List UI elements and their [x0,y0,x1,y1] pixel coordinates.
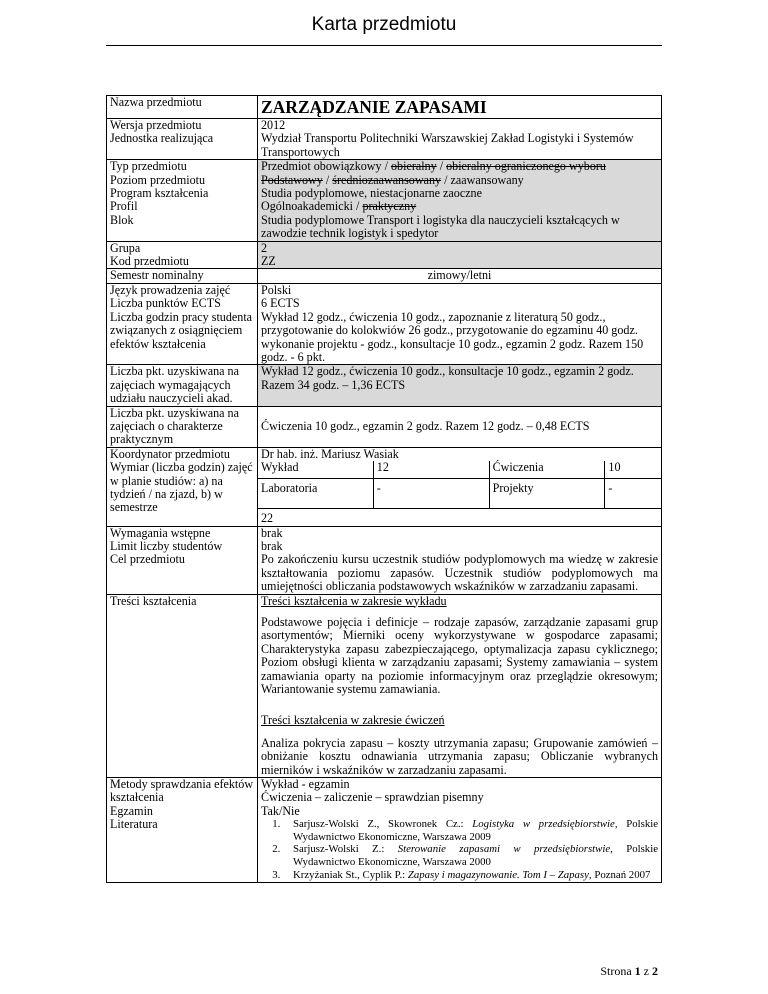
value-tresci [258,594,662,777]
label-kod: Kod przedmiotu [110,254,189,269]
value-blok: Studia podyplomowe Transport i logistyka dla nauczycieli kształcących w zawodzie technik logistyk i spedytor [261,212,620,241]
label-typ: Typ przedmiotu [110,159,187,174]
hours-table [258,461,661,508]
value-kod: ZZ [261,254,276,269]
hours-cell: - [373,479,489,509]
value-egzamin: Tak/Nie [261,803,300,818]
label-group-wymagania [107,526,258,594]
literature-list [261,818,658,881]
value-godziny: Wykład 12 godz., ćwiczenia 10 godz., zapoznanie z literaturą 50 godz., przygotowanie do kolokwiów 26 godz., przygotowanie do egzaminu 40 godz. wykonanie projektu - godz., konsultacje 10 godz., egzamin 2 godz. Razem 150 godz. - 6 pkt. [261,309,644,364]
label-group-koordynator [107,447,258,526]
value-wymagania: brak [261,525,283,540]
label-program: Program kształcenia [110,186,209,201]
hours-cell: - [605,479,661,509]
label-nazwa: Nazwa przedmiotu [107,96,258,119]
value-group-koordynator [258,447,662,526]
label-metody: Metody sprawdzania efektów kształcenia [110,777,254,805]
label-group-typ [107,160,258,241]
hours-cell: Wykład [258,461,373,479]
value-limit: brak [261,538,283,553]
label-cel: Cel przedmiotu [110,552,185,567]
literature-item: 3. Krzyżaniak St., Cyplik P.: Zapasy i magazynowanie. Tom I – Zapasy, Poznań 2007 [283,869,658,882]
hours-cell: Laboratoria [258,479,373,509]
label-jezyk: Język prowadzenia zajęć [110,282,231,297]
value-ects: 6 ECTS [261,296,300,311]
value-typ: Przedmiot obowiązkowy / obieralny / obieralny ograniczonego wyboru [261,159,606,174]
lecture-content-heading: Treści kształcenia w zakresie wykładu [261,593,447,608]
hours-cell: 12 [373,461,489,479]
lecture-content: Podstawowe pojęcia i definicje – rodzaje zapasów, zarządzanie zapasami grup asortymentów; Mierniki oceny wykorzystywane w gospodarce zapasami; Charakterystyka zapasu zabezpieczającego, optymalizacja zapasu cyklicznego; Poziom obsługi klienta w zarządzaniu zapasami; Systemy zamawiania – system zamawiania oparty na poziomie informacyjnym oraz przeglądzie okresowym; Wariantowanie systemu zamawiania. [261,615,658,697]
label-godziny: Liczba godzin pracy studenta związanych z osiągnięciem efektów kształcenia [110,309,253,351]
label-koordynator: Koordynator przedmiotu [110,446,230,461]
label-pkt-praktyczne: Liczba pkt. uzyskiwana na zajęciach o charakterze praktycznym [107,406,258,447]
value-semestr: zimowy/letni [258,269,662,283]
value-program: Studia podyplomowe, niestacjonarne zaoczne [261,186,482,201]
value-metody-2: Ćwiczenia – zaliczenie – sprawdzian pisemny [261,790,484,805]
value-jednostka: Wydział Transportu Politechniki Warszawskiej Zakład Logistyki i Systemów Transportowych [261,131,634,159]
value-semester-hours: 22 [258,508,661,525]
label-pkt-nauczyciele: Liczba pkt. uzyskiwana na zajęciach wymagających udziału nauczycieli akad. [107,365,258,406]
value-group-typ [258,160,662,241]
literature-item: 1. Sarjusz-Wolski Z., Skowronek Cz.: Logistyka w przedsiębiorstwie, Polskie Wydawnictwo Ekonomiczne, Warszawa 2009 [283,818,658,843]
value-cel: Po zakończeniu kursu uczestnik studiów podyplomowych ma wiedzę w zakresie kształtowania poziomu zapasów. Uczestnik studiów podyplomowych ma umiejętności obliczania podstawowych wskaźników w zarzadzaniu zapasami. [261,552,658,594]
label-tresci: Treści kształcenia [107,594,258,777]
hours-cell: 10 [605,461,661,479]
value-group-jezyk [258,283,662,364]
label-semestr: Semestr nominalny [107,269,258,283]
hours-cell: Ćwiczenia [489,461,605,479]
literature-item: 2. Sarjusz-Wolski Z.: Sterowanie zapasami w przedsiębiorstwie, Polskie Wydawnictwo Ekonomiczne, Warszawa 2000 [283,843,658,868]
value-pkt-nauczyciele: Wykład 12 godz., ćwiczenia 10 godz., konsultacje 10 godz., egzamin 2 godz. Razem 34 godz. – 1,36 ECTS [258,365,662,406]
value-pkt-praktyczne: Ćwiczenia 10 godz., egzamin 2 godz. Razem 12 godz. – 0,48 ECTS [258,406,662,447]
label-wymagania: Wymagania wstępne [110,525,211,540]
label-poziom: Poziom przedmiotu [110,172,206,187]
label-grupa: Grupa [110,240,141,255]
value-koordynator: Dr hab. inż. Mariusz Wasiak [261,446,399,461]
value-poziom: Podstawowy / średniozaawansowany / zaawansowany [261,172,524,187]
label-ects: Liczba punktów ECTS [110,296,221,311]
page-title: Karta przedmiotu [311,14,457,35]
label-jednostka: Jednostka realizująca [110,131,214,146]
value-profil: Ogólnoakademicki / praktyczny [261,199,417,214]
hours-cell: Projekty [489,479,605,509]
exercise-content: Analiza pokrycia zapasu – koszty utrzymania zapasu; Grupowanie zamówień – obniżanie kosztu odnawiania utrzymania zapasu; Obliczanie wybranych mierników i wskaźników w zarzadzaniu zapasami. [261,735,658,777]
value-wersja-jednostka [258,119,662,160]
value-group-grupa [258,241,662,269]
course-name: ZARZĄDZANIE ZAPASAMI [258,96,662,119]
value-group-metody [258,778,662,883]
header-rule [106,45,662,46]
page-number: Strona 1 z 2 [600,964,658,978]
exercise-content-heading: Treści kształcenia w zakresie ćwiczeń [261,713,445,728]
label-blok: Blok [110,212,134,227]
label-literatura: Literatura [110,817,158,832]
label-profil: Profil [110,199,138,214]
label-wersja-jednostka [107,119,258,160]
label-egzamin: Egzamin [110,803,153,818]
value-wersja: 2012 [261,118,286,132]
value-metody-1: Wykład - egzamin [261,777,350,792]
course-card-table [106,95,662,883]
label-group-metody [107,778,258,883]
label-group-grupa [107,241,258,269]
label-wersja: Wersja przedmiotu [110,118,202,132]
value-grupa: 2 [261,240,268,255]
value-jezyk: Polski [261,282,292,297]
value-group-wymagania [258,526,662,594]
label-wymiar: Wymiar (liczba godzin) zajęć w planie studiów: a) na tydzień / na zjazd, b) w semestrze [110,460,253,515]
label-limit: Limit liczby studentów [110,538,223,553]
label-group-jezyk [107,283,258,364]
